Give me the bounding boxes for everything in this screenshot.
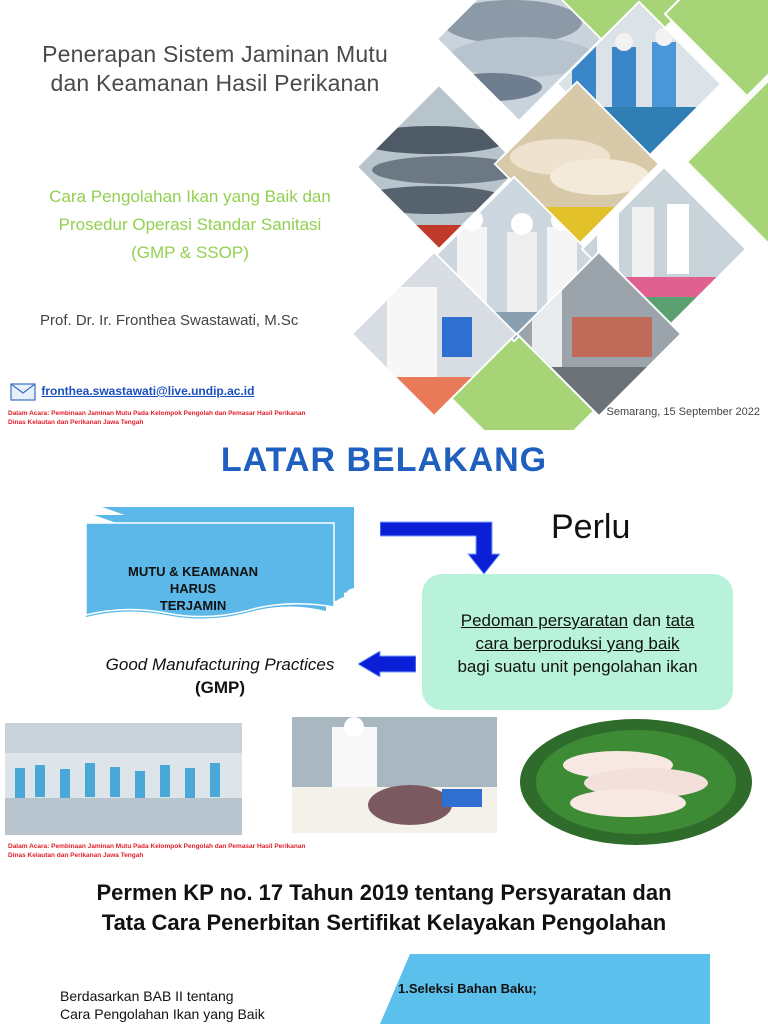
quality-statement: [104, 563, 282, 614]
presentation-title: Penerapan Sistem Jaminan Mutu dan Keamanan Hasil Perikanan: [42, 41, 388, 96]
gmp-abbreviation: (GMP): [194, 678, 246, 697]
requirement-line: [422, 609, 733, 655]
chapter-reference: [60, 987, 265, 1023]
envelope-icon: [10, 383, 36, 401]
email-row: [10, 383, 254, 401]
factory-floor-photo: [5, 723, 242, 835]
cover-slide: [0, 0, 768, 430]
requirement-procedure: tata cara berproduksi yang baik: [475, 611, 695, 653]
quality-line-1: MUTU & KEAMANAN HARUS: [128, 564, 258, 596]
gmp-fullname: Good Manufacturing Practices: [105, 655, 335, 674]
email-link[interactable]: fronthea.swastawati@live.undip.ac.id: [41, 384, 255, 399]
slide-heading: LATAR BELAKANG: [220, 441, 548, 479]
gmp-label: [60, 653, 380, 699]
step-1-label: 1.Seleksi Bahan Baku;: [398, 981, 537, 996]
requirement-box: [422, 574, 733, 710]
requirement-scope: bagi suatu unit pengolahan ikan: [457, 657, 698, 676]
perlu-label: Perlu: [551, 508, 631, 546]
requirement-connector: dan: [628, 611, 666, 630]
event-note: [8, 842, 305, 860]
chapter-line-1: Berdasarkan BAB II tentang: [60, 988, 234, 1004]
event-line-2: Dinas Kelautan dan Perikanan Jawa Tengah: [8, 419, 144, 426]
permen-kp-slide: [0, 868, 768, 1024]
chapter-line-2: Cara Pengolahan Ikan yang Baik: [60, 1006, 265, 1022]
tuna-cutting-photo: [292, 717, 497, 833]
author-name: Prof. Dr. Ir. Fronthea Swastawati, M.Sc: [40, 312, 299, 329]
regulation-title: Permen KP no. 17 Tahun 2019 tentang Persyaratan dan Tata Cara Penerbitan Sertifikat Kelayakan Pengolahan: [96, 880, 672, 935]
latar-belakang-slide: [0, 433, 768, 865]
event-note: [8, 409, 305, 427]
quality-line-2: TERJAMIN: [159, 598, 227, 613]
fish-fillet-photo: [518, 717, 754, 847]
bent-arrow-icon: [380, 518, 500, 574]
event-line-2: Dinas Kelautan dan Perikanan Jawa Tengah: [8, 852, 144, 859]
presentation-date: Semarang, 15 September 2022: [606, 406, 760, 418]
event-line-1: Dalam Acara: Pembinaan Jaminan Mutu Pada Kelompok Pengolah dan Pemasar Hasil Perikanan: [8, 843, 306, 850]
requirement-guideline: Pedoman persyaratan: [460, 611, 629, 630]
event-line-1: Dalam Acara: Pembinaan Jaminan Mutu Pada Kelompok Pengolah dan Pemasar Hasil Perikanan: [8, 410, 306, 417]
presentation-subtitle: Cara Pengolahan Ikan yang Baik dan Prosedur Operasi Standar Sanitasi (GMP & SSOP): [49, 187, 331, 262]
